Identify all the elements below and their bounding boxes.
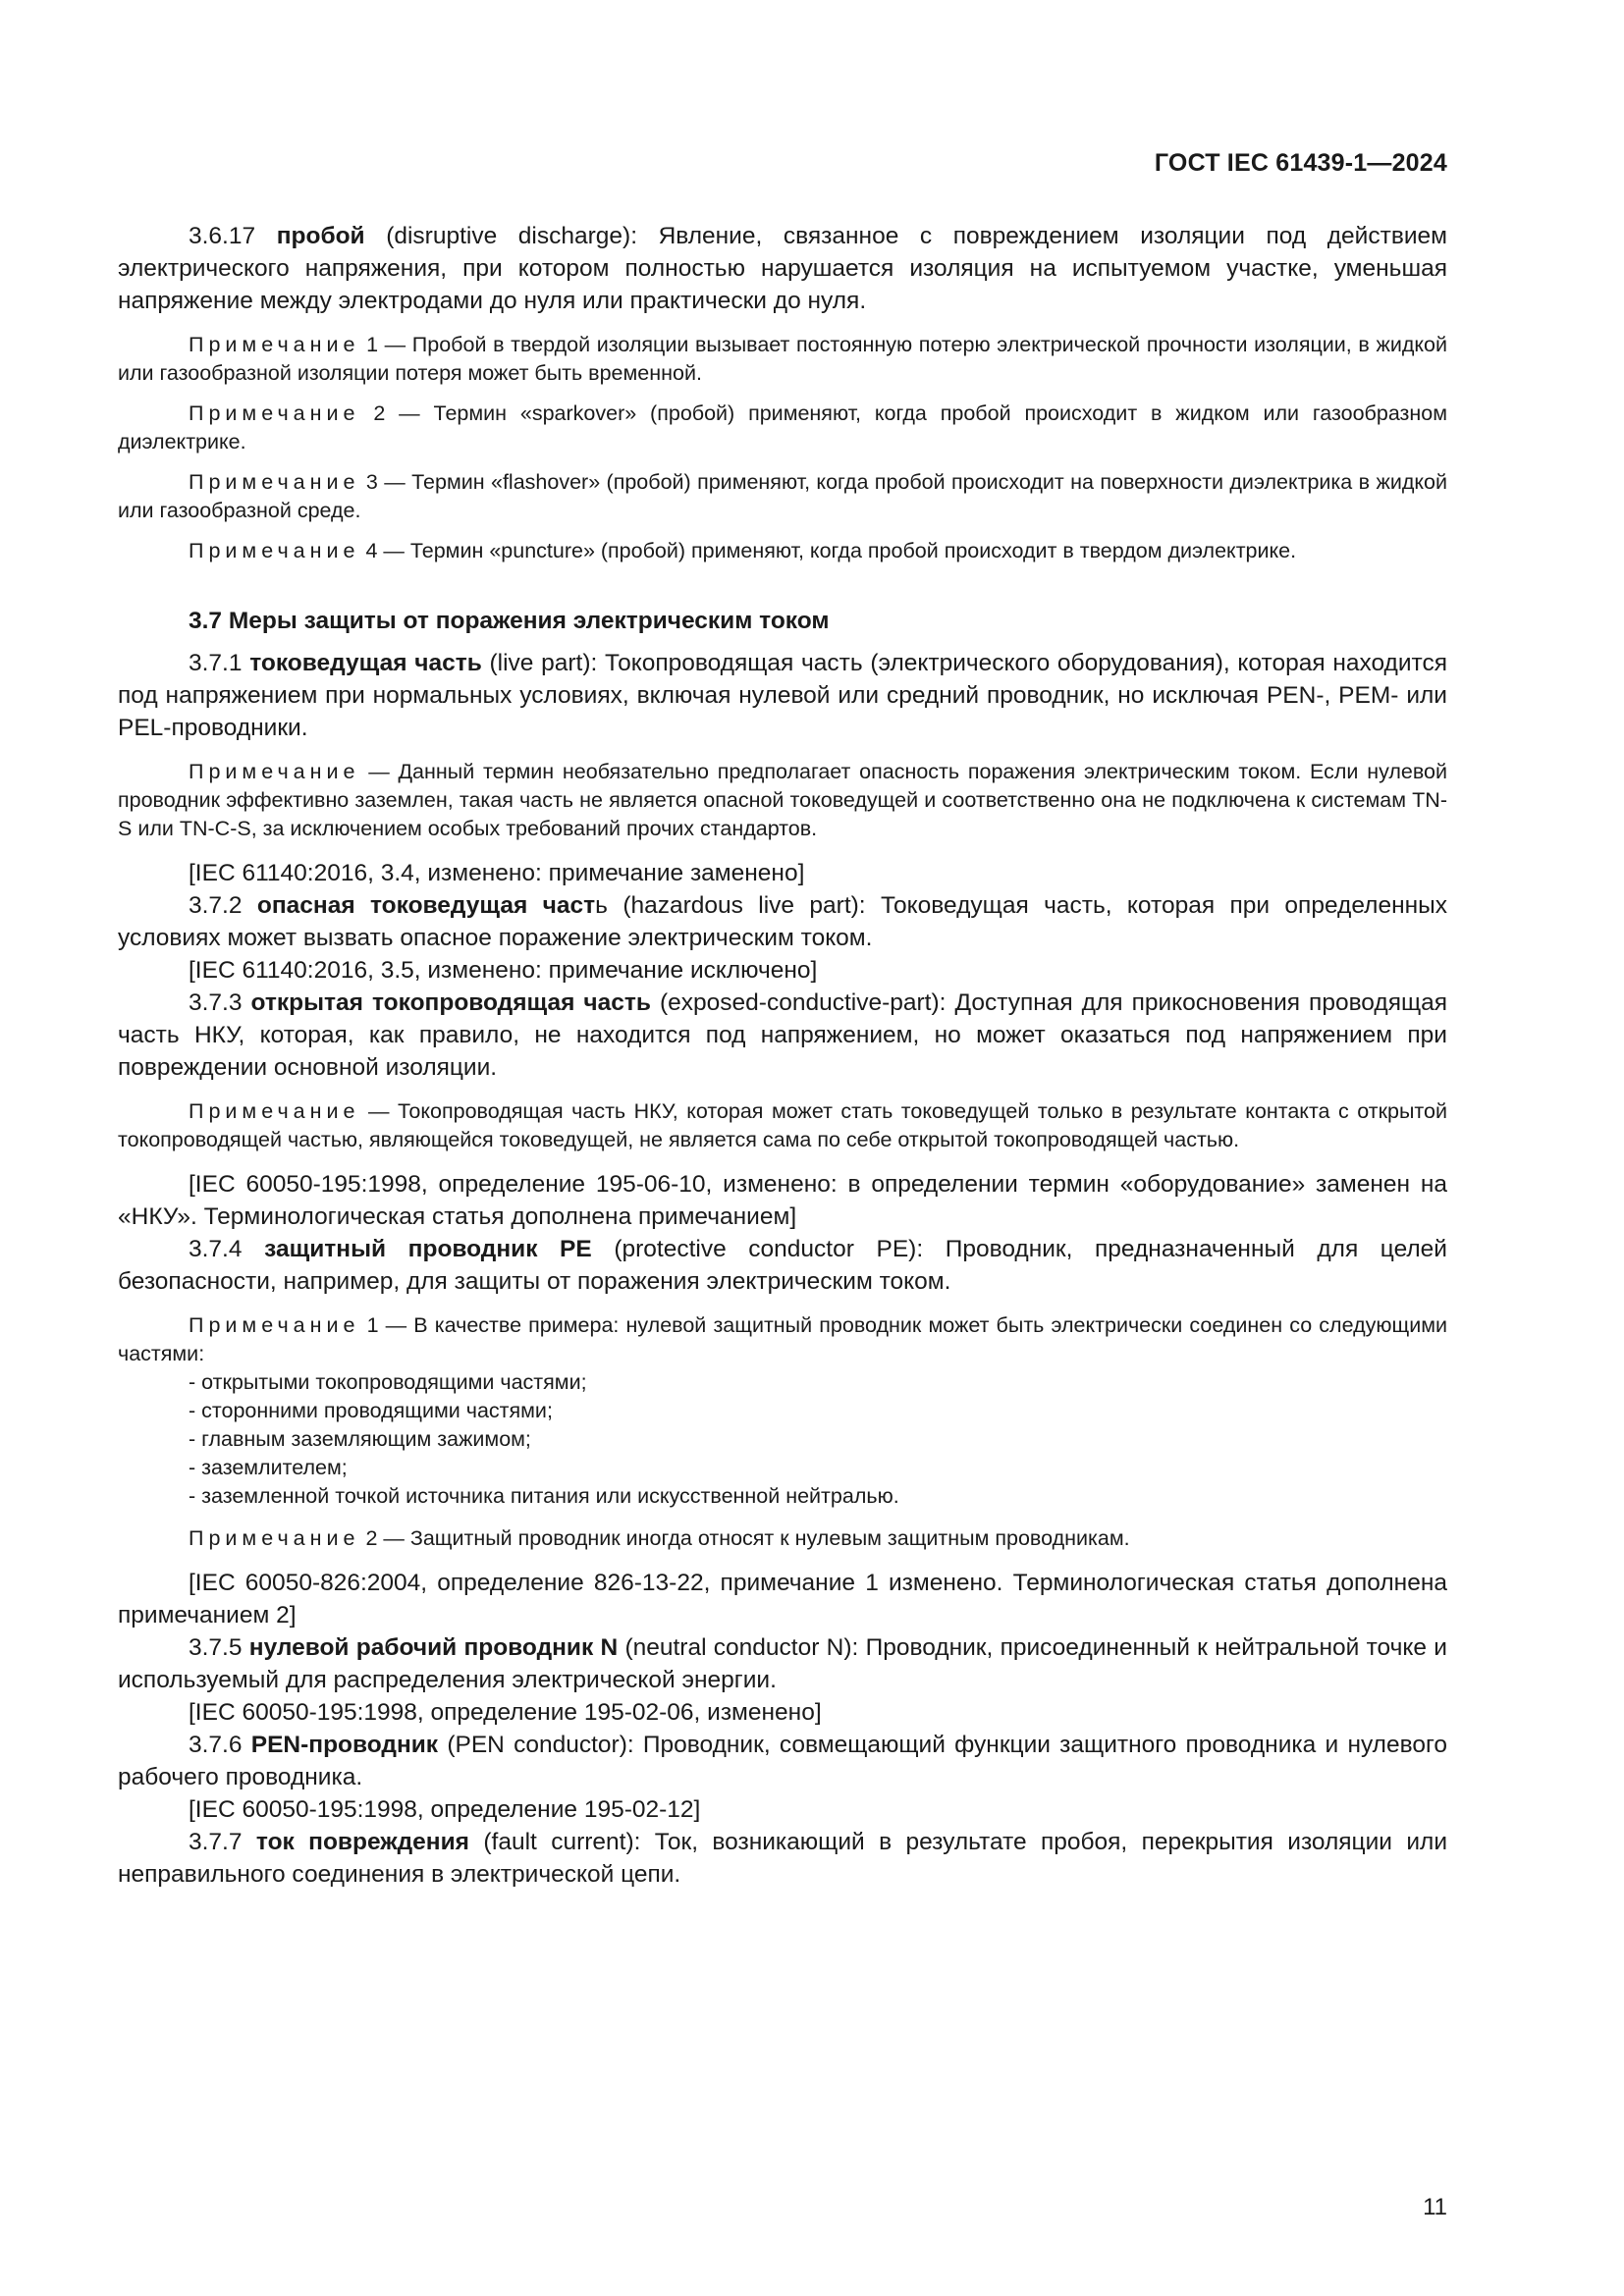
term-number: 3.7.7 <box>189 1829 243 1855</box>
source-3-7-4: [IEC 60050-826:2004, определение 826-13-22, примечание 1 изменено. Терминологическая статья дополнена примечанием 2] <box>118 1570 1447 1629</box>
term-number: 3.6.17 <box>189 223 256 249</box>
note-text: — Данный термин необязательно предполагает опасность поражения электрическим током. Если нулевой проводник эффективно заземлен, такая часть не является опасной токоведущей и соответственно она не подключена к системам TN-S или TN-C-S, за исключением особых требований прочих стандартов. <box>118 760 1447 840</box>
term-number: 3.7.4 <box>189 1236 243 1262</box>
note-label: Примечание <box>189 333 360 356</box>
note-text: 2 — Защитный проводник иногда относят к нулевым защитным проводникам. <box>365 1526 1130 1550</box>
note-label: Примечание <box>189 470 360 494</box>
note-3-6-17-1 <box>118 331 1447 388</box>
term-definition: (hazardous live part): Токоведущая часть, которая при определенных условиях может вызвать опасное поражение электрическим током. <box>118 892 1447 951</box>
term-3-7-6 <box>118 1729 1447 1793</box>
note-text: 3 — Термин «flashover» (пробой) применяют, когда пробой происходит на поверхности диэлектрика в жидкой или газообразной среде. <box>118 470 1447 522</box>
term-3-7-3 <box>118 987 1447 1084</box>
term-definition: (neutral conductor N): Проводник, присоединенный к нейтральной точке и используемый для распределения электрической энергии. <box>118 1634 1447 1693</box>
note-3-7-4-list <box>118 1368 1447 1511</box>
term-definition: (PEN conductor): Проводник, совмещающий функции защитного проводника и нулевого рабочего проводника. <box>118 1732 1447 1790</box>
list-item: - заземлителем; <box>189 1456 348 1479</box>
source-3-7-3: [IEC 60050-195:1998, определение 195-06-10, изменено: в определении термин «оборудование» заменен на «НКУ». Терминологическая статья дополнена примечанием] <box>118 1171 1447 1230</box>
note-text: 4 — Термин «puncture» (пробой) применяют, когда пробой происходит в твердом диэлектрике. <box>365 539 1297 562</box>
note-3-7-3 <box>118 1097 1447 1154</box>
term-3-7-7 <box>118 1826 1447 1891</box>
source-3-7-2: [IEC 61140:2016, 3.5, изменено: примечание исключено] <box>189 957 818 984</box>
term-name: PEN-проводник <box>250 1732 439 1758</box>
note-label: Примечание <box>189 1099 360 1123</box>
page-number: 11 <box>1423 2194 1447 2220</box>
term-number: 3.7.2 <box>189 892 243 919</box>
note-3-7-4-1 <box>118 1311 1447 1368</box>
term-name: защитный проводник PE <box>264 1236 592 1262</box>
term-number: 3.7.3 <box>189 989 243 1016</box>
source-3-7-1: [IEC 61140:2016, 3.4, изменено: примечание заменено] <box>189 860 805 886</box>
term-definition: (disruptive discharge): Явление, связанное с повреждением изоляции под действием электрического напряжения, при котором полностью нарушается изоляция на испытуемом участке, уменьшая напряжение между электродами до нуля или практически до нуля. <box>118 223 1447 314</box>
list-item: - открытыми токопроводящими частями; <box>189 1370 587 1394</box>
source-3-7-5: [IEC 60050-195:1998, определение 195-02-06, изменено] <box>189 1699 822 1726</box>
note-text: 2 — Термин «sparkover» (пробой) применяют, когда пробой происходит в жидком или газообразном диэлектрике. <box>118 401 1447 454</box>
term-number: 3.7.1 <box>189 650 243 676</box>
note-label: Примечание <box>189 401 360 425</box>
section-heading-3-7: 3.7 Меры защиты от поражения электрическим током <box>189 608 830 634</box>
note-text: — Токопроводящая часть НКУ, которая может стать токоведущей только в результате контакта с открытой токопроводящей частью, являющейся токоведущей, не является сама по себе открытой токопроводящей частью. <box>118 1099 1447 1151</box>
term-3-6-17 <box>118 220 1447 317</box>
term-name: пробой <box>276 223 365 249</box>
note-label: Примечание <box>189 539 360 562</box>
term-3-7-4 <box>118 1233 1447 1298</box>
term-definition: (exposed-conductive-part): Доступная для прикосновения проводящая часть НКУ, которая, как правило, не находится под напряжением, но может оказаться под напряжением при повреждении основной изоляции. <box>118 989 1448 1081</box>
note-3-6-17-4 <box>118 537 1447 565</box>
note-text: 1 — Пробой в твердой изоляции вызывает постоянную потерю электрической прочности изоляции, в жидкой или газообразной изоляции потеря может быть временной. <box>118 333 1447 385</box>
note-3-7-1 <box>118 758 1447 843</box>
list-item: - сторонними проводящими частями; <box>189 1399 553 1422</box>
term-3-7-2 <box>118 889 1447 954</box>
page-content <box>118 220 1447 1891</box>
document-code-header: ГОСТ IEC 61439-1—2024 <box>1154 149 1447 177</box>
term-name: ток повреждения <box>255 1829 469 1855</box>
term-name: нулевой рабочий проводник N <box>248 1634 619 1661</box>
term-definition: (protective conductor PE): Проводник, предназначенный для целей безопасности, например, для защиты от поражения электрическим током. <box>118 1236 1447 1295</box>
note-3-6-17-2 <box>118 400 1447 456</box>
term-name: открытая токопроводящая часть <box>250 989 651 1016</box>
term-name-tail: ь <box>595 892 608 919</box>
term-3-7-1 <box>118 647 1447 744</box>
term-definition: (live part): Токопроводящая часть (электрического оборудования), которая находится под напряжением при нормальных условиях, включая нулевой или средний проводник, но исключая PEN-, PEM- или PEL-проводники. <box>118 650 1447 741</box>
term-number: 3.7.6 <box>189 1732 243 1758</box>
list-item: - заземленной точкой источника питания или искусственной нейтралью. <box>189 1484 899 1508</box>
term-name: опасная токоведущая част <box>256 892 596 919</box>
note-3-7-4-2 <box>118 1524 1447 1553</box>
note-3-6-17-3 <box>118 468 1447 525</box>
term-definition: (fault current): Ток, возникающий в результате пробоя, перекрытия изоляции или неправильного соединения в электрической цепи. <box>118 1829 1448 1888</box>
term-number: 3.7.5 <box>189 1634 243 1661</box>
note-label: Примечание <box>189 1313 360 1337</box>
source-3-7-6: [IEC 60050-195:1998, определение 195-02-12] <box>189 1796 701 1823</box>
note-text: 1 — В качестве примера: нулевой защитный проводник может быть электрически соединен со следующими частями: <box>118 1313 1447 1365</box>
note-label: Примечание <box>189 1526 360 1550</box>
list-item: - главным заземляющим зажимом; <box>189 1427 531 1451</box>
term-3-7-5 <box>118 1631 1447 1696</box>
note-label: Примечание <box>189 760 360 783</box>
term-name: токоведущая часть <box>249 650 482 676</box>
